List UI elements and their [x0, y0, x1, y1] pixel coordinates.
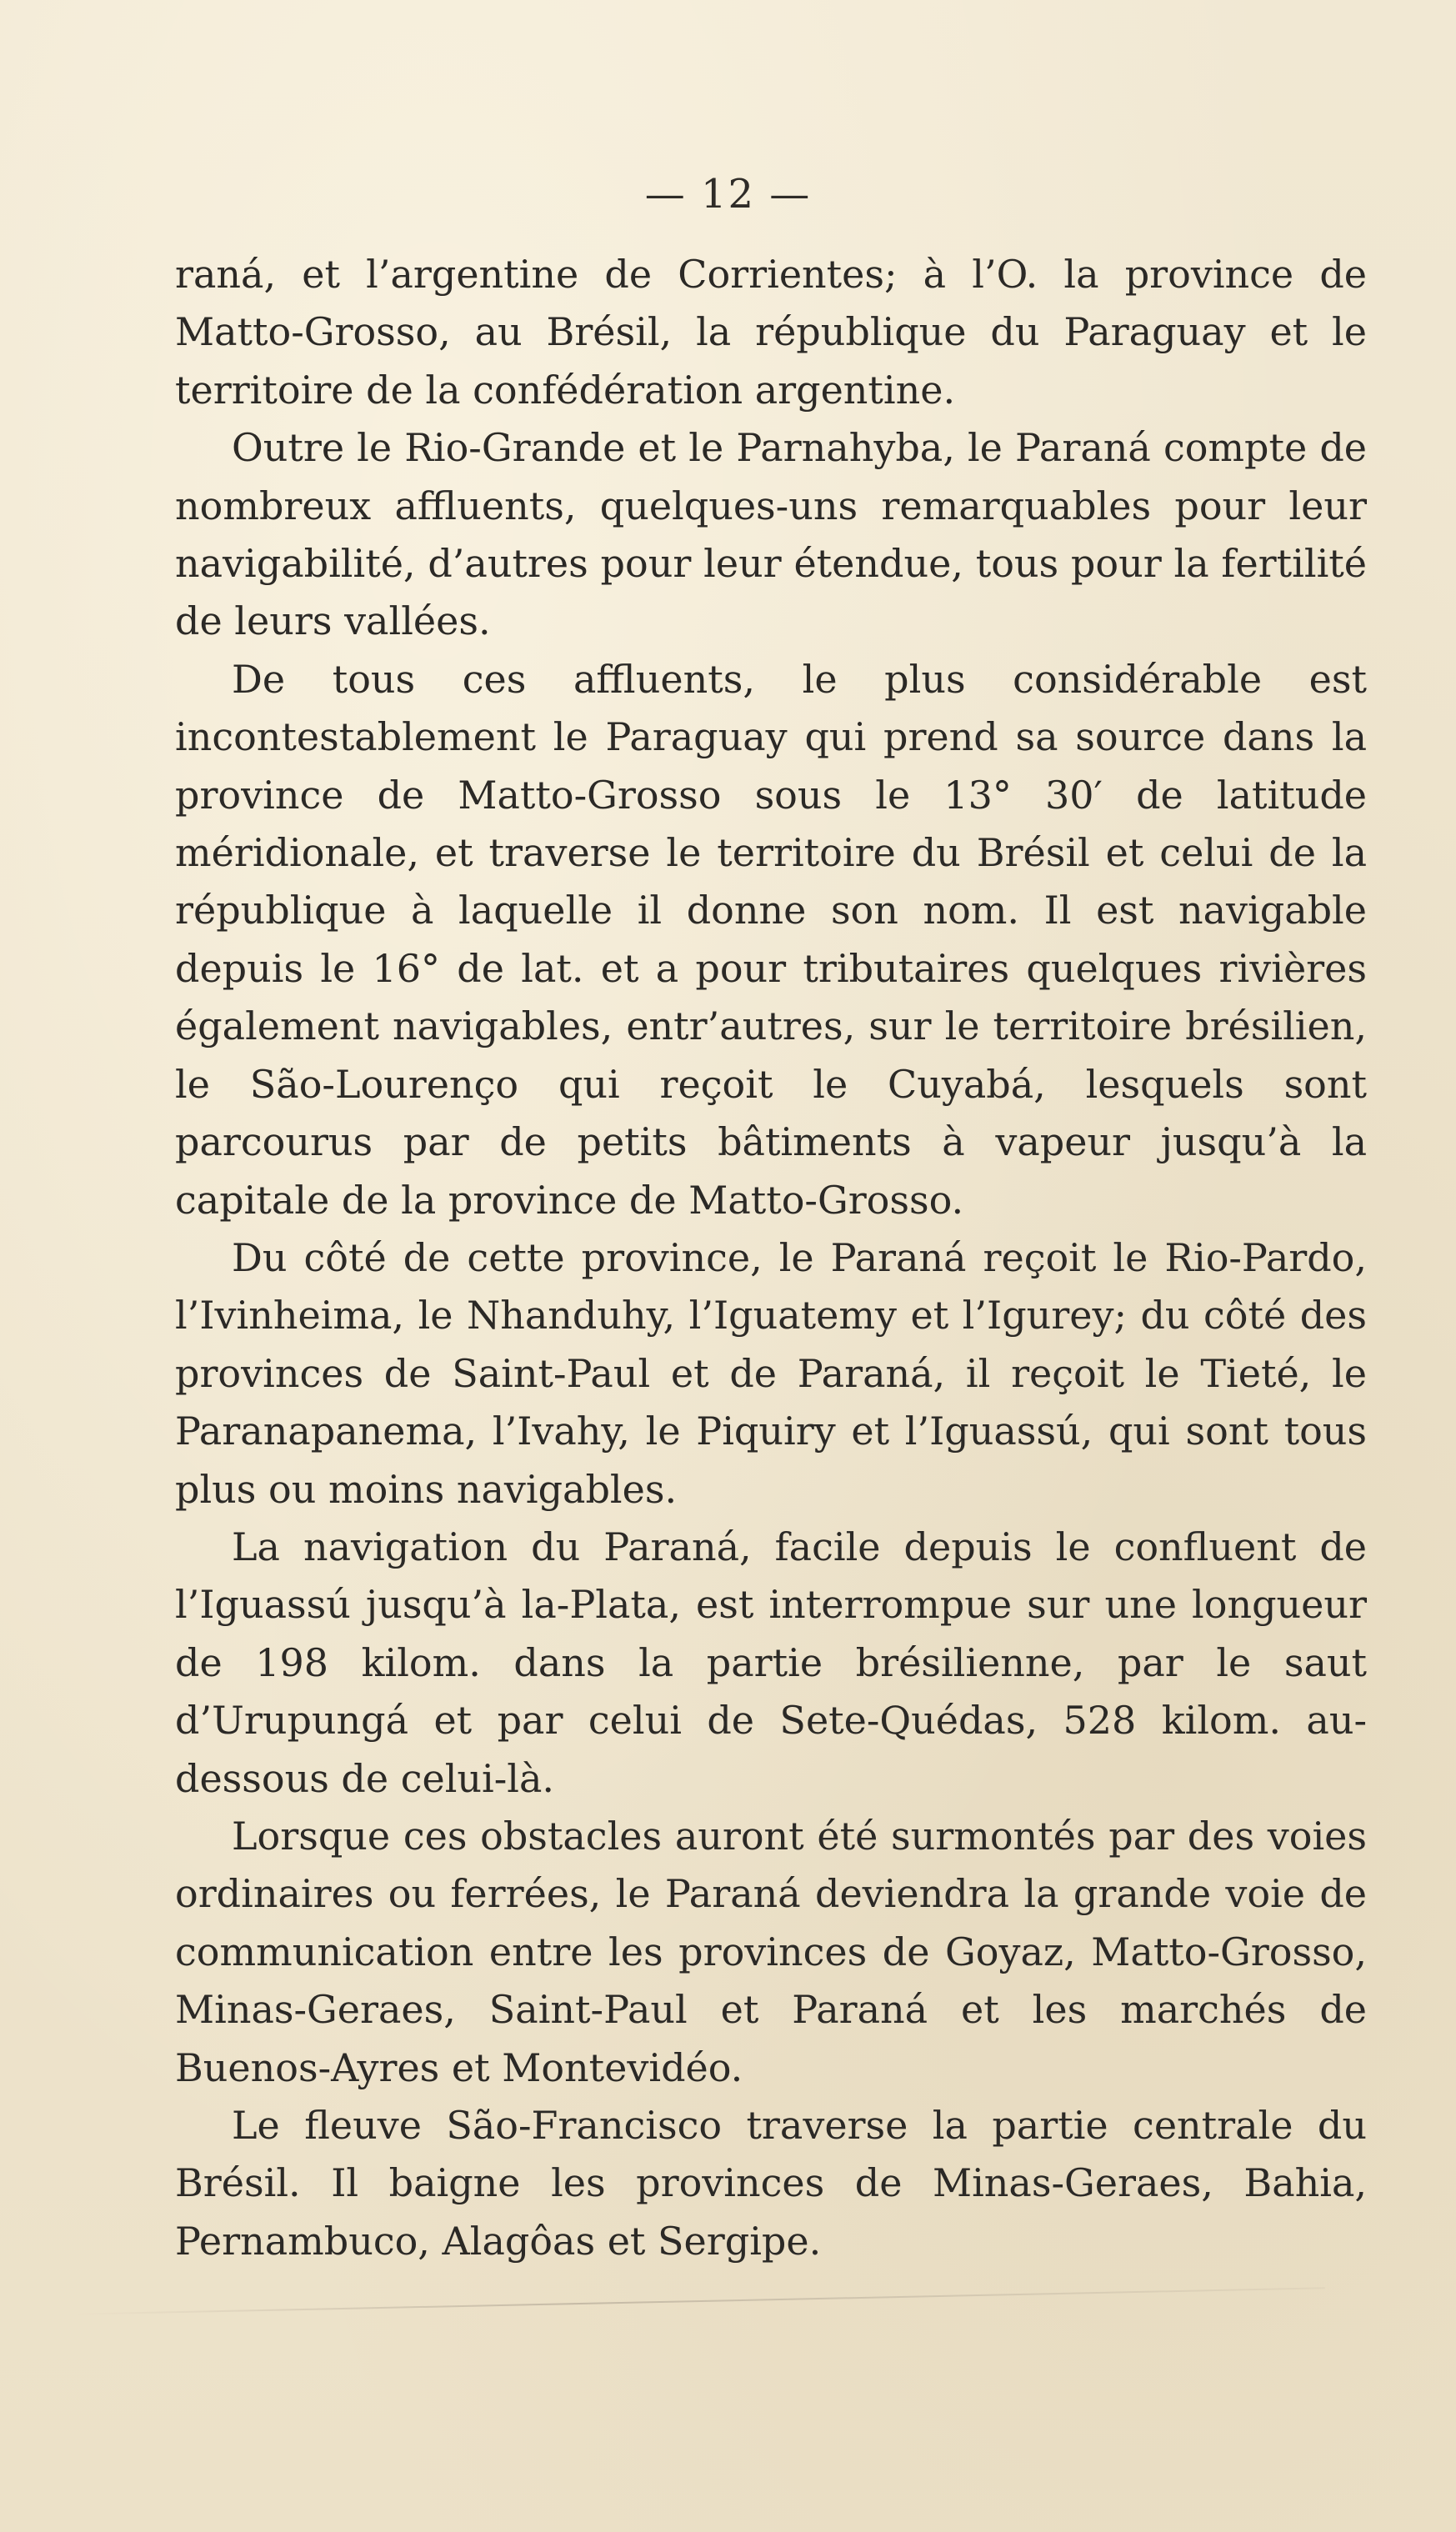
paragraph-obstacles: Lorsque ces obstacles auront été surmontés par des voies ordinaires ou ferrées, le Paraná deviendra la grande voie de communication entre les provinces de Goyaz, Matto-Grosso, Minas-Geraes, Saint-Paul et Paraná et les marchés de Buenos-Ayres et Montevidéo. [175, 1813, 1367, 2090]
paragraph-sao-francisco: Le fleuve São-Francisco traverse la partie centrale du Brésil. Il baigne les provinces de Minas-Geraes, Bahia, Pernambuco, Alagôas et Sergipe. [175, 2103, 1367, 2264]
paper-crease [75, 2287, 1325, 2314]
paragraph-tributaries: Du côté de cette province, le Paraná reçoit le Rio-Pardo, l’Ivinheima, le Nhanduhy, l’Iguatemy et l’Igurey; du côté des provinces de Saint-Paul et de Paraná, il reçoit le Tieté, le Paranapanema, l’Ivahy, le Piquiry et l’Iguassú, qui sont tous plus ou moins navigables. [175, 1234, 1367, 1512]
paragraph-paraguay: De tous ces affluents, le plus considérable est incontestablement le Paraguay qui prend sa source dans la province de Matto-Grosso sous le 13° 30′ de latitude méridionale, et traverse le territoire du Brésil et celui de la république à laquelle il donne son nom. Il est navigable depuis le 16° de lat. et a pour tributaires quelques rivières également navigables, entr’autres, sur le territoire brésilien, le São-Lourenço qui reçoit le Cuyabá, lesquels sont parcourus par de petits bâtiments à vapeur jusqu’à la capitale de la province de Matto-Grosso. [175, 656, 1367, 1223]
body-text [175, 246, 1367, 2270]
paragraph-navigation: La navigation du Paraná, facile depuis le confluent de l’Iguassú jusqu’à la-Plata, est interrompue sur une longueur de 198 kilom. dans la partie brésilienne, par le saut d’Urupungá et par celui de Sete-Quédas, 528 kilom. au-dessous de celui-là. [175, 1524, 1367, 1801]
paragraph-continuation: raná, et l’argentine de Corrientes; à l’O. la province de Matto-Grosso, au Brésil, la république du Paraguay et le territoire de la confédération argentine. [175, 252, 1367, 413]
paragraph-affluents: Outre le Rio-Grande et le Parnahyba, le Paraná compte de nombreux affluents, quelques-uns remarquables pour leur navigabilité, d’autres pour leur étendue, tous pour la fertilité de leurs vallées. [175, 425, 1367, 644]
page-number: — 12 — [644, 171, 812, 218]
